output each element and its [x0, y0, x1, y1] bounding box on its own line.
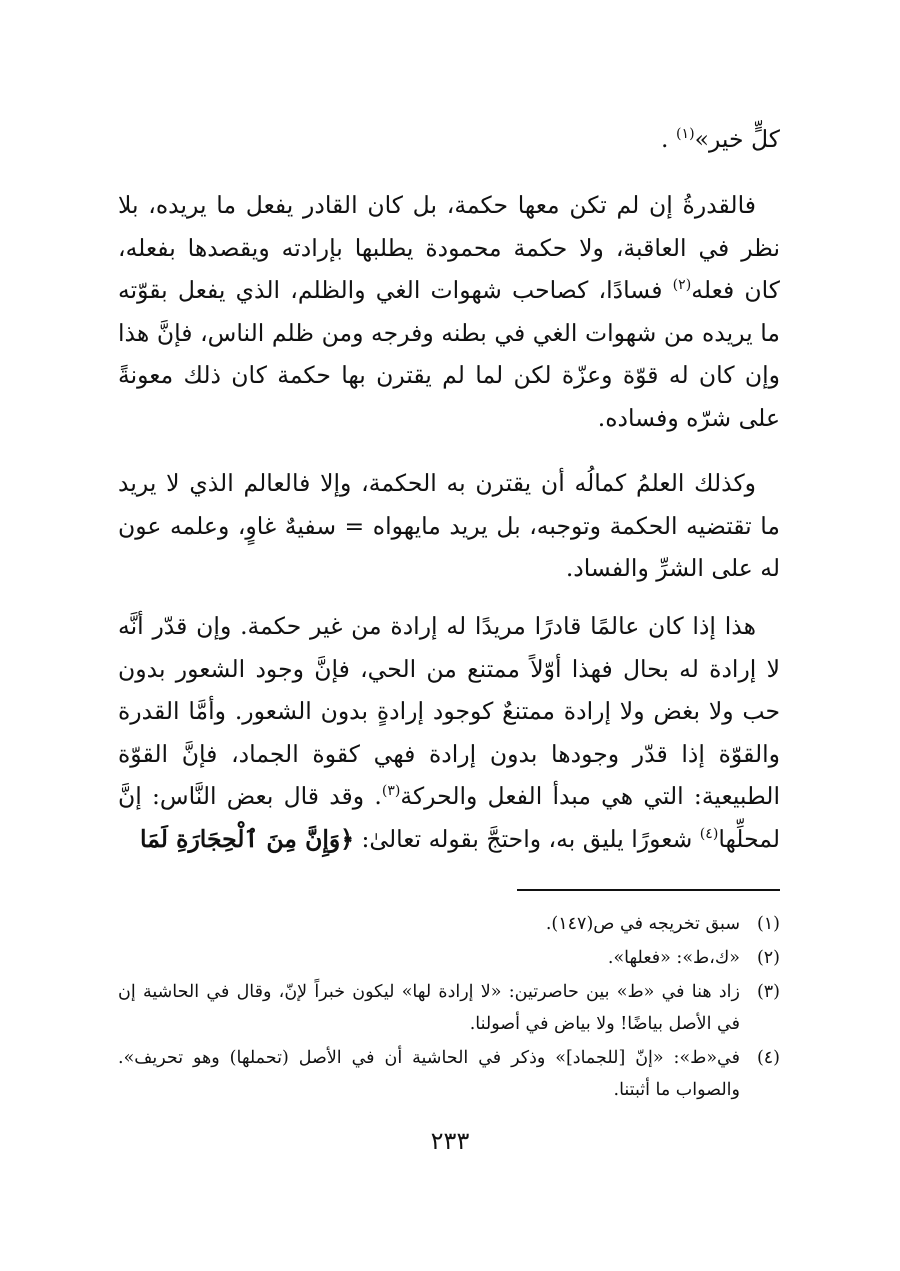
footnote-marker: (١): [676, 126, 695, 143]
footnote-item: [118, 1042, 780, 1106]
footnote-text: سبق تخريجه في ص(١٤٧).: [545, 914, 740, 934]
footnote-number: (١): [756, 914, 780, 934]
footnote-text: زاد هنا في «ط» بين حاصرتين: «لا إرادة لها» ليكون خبراً لإنّ، وقال في الحاشية إن في الأصل بياضًا! ولا بياض في أصولنا.: [118, 982, 740, 1034]
footnote-number: (٤): [756, 1048, 780, 1068]
page-number: ٢٣٣: [430, 1127, 470, 1155]
footnote-number: (٣): [756, 982, 780, 1002]
continuation-text: كلٍّ خير»: [694, 125, 780, 153]
paragraph-2-text: وكذلك العلمُ كمالُه أن يقترن به الحكمة، وإلا فالعالم الذي لا يريد ما تقتضيه الحكمة وتوجبه، بل يريد مايهواه = سفيهٌ غاوٍ، وعلمه عون له على الشرِّ والفساد.: [118, 469, 780, 582]
footnote-item: [118, 942, 780, 974]
footnote-marker: (٢): [672, 277, 692, 294]
footnote-number: (٢): [756, 948, 780, 968]
footnote-item: [118, 908, 780, 940]
footnote-marker: (٣): [381, 783, 401, 800]
paragraph-1: [118, 184, 780, 439]
paragraph-1-text-b: فسادًا، كصاحب شهوات الغي والظلم، الذي يفعل بقوّته ما يريده من شهوات الغي في بطنه وفرجه ومن ظلم الناس، فإنَّ هذا وإن كان له قوّة وعزّة لكن لما لم يقترن بها حكمة كان ذلك معونةً على شرّه وفساده.: [118, 276, 780, 432]
footnote-text: «ك،ط»: «فعلها».: [607, 948, 740, 968]
footnote-text: في«ط»: «إنّ [للجماد]» وذكر في الحاشية أن في الأصل (تحملها) وهو تحريف». والصواب ما أثبتنا.: [118, 1048, 740, 1100]
paragraph-3: [118, 605, 780, 860]
paragraph-3-text-b: . وقد قال بعض النَّاس: إنَّ لمحلِّها: [118, 782, 780, 853]
quran-verse: ﴿وَإِنَّ مِنَ ٱلْحِجَارَةِ لَمَا: [140, 824, 354, 853]
footnotes: [118, 908, 780, 1108]
continuation-line: [118, 118, 780, 161]
paragraph-3-text-c: شعورًا يليق به، واحتجَّ بقوله تعالىٰ:: [353, 824, 700, 853]
continuation-end: .: [661, 125, 676, 153]
footnote-item: [118, 976, 780, 1040]
footnote-marker: (٤): [699, 825, 719, 842]
paragraph-2: [118, 462, 780, 590]
paragraph-3-text-a: هذا إذا كان عالمًا قادرًا مريدًا له إرادة من غير حكمة. وإن قدّر أنَّه لا إرادة له بحال فهذا أوّلاً ممتنع من الحي، فإنَّ وجود الشعور بدون حب ولا بغض ولا إرادة ممتنعٌ كوجود إرادةٍ بدون الشعور. وأمَّا القدرة والقوّة إذا قدّر وجودها بدون إرادة فهي كقوة الجماد، فإنَّ القوّة الطبيعية: التي هي مبدأ الفعل والحركة: [118, 612, 780, 810]
footnote-separator: [517, 889, 780, 891]
paragraph-1-text-a: فالقدرةُ إن لم تكن معها حكمة، بل كان القادر يفعل ما يريده، بلا نظر في العاقبة، ولا حكمة محمودة يطلبها بإرادته ويقصدها بفعله، كان فعله: [118, 191, 780, 304]
